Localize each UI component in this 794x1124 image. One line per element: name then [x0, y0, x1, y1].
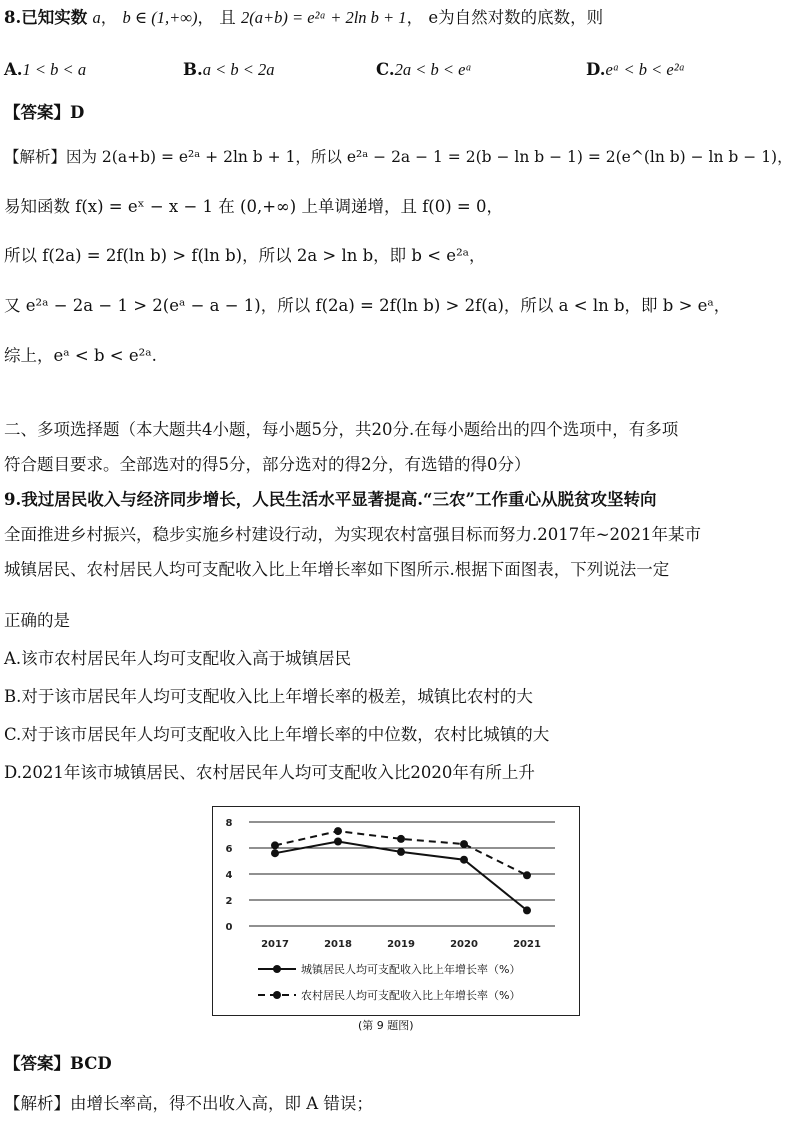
q8-stem-b-cond: b ∈ (1,+∞): [122, 8, 198, 27]
q8-analysis-line-1: 【解析】因为 2(a+b) = e²ᵃ + 2ln b + 1，所以 e²ᵃ − 2a − 1 = 2(b − ln b − 1) = 2(e^(ln b) − ln b − 1)，: [4, 148, 793, 166]
x-tick-label: 2019: [387, 939, 415, 950]
data-point-series-2: [523, 871, 531, 879]
q8-stem-a: a: [92, 8, 101, 27]
data-point-series-1: [397, 848, 405, 856]
y-tick-label: 0: [225, 922, 233, 933]
x-tick-label: 2017: [261, 939, 289, 950]
q8-option-a-label: A.: [4, 60, 23, 79]
q8-stem-prefix: 8.已知实数: [4, 8, 88, 27]
q8-stem-suffix: e为自然对数的底数，则: [428, 8, 604, 27]
q8-option-b-label: B.: [183, 60, 203, 79]
q8-option-b-text: a < b < 2a: [202, 60, 275, 79]
section2-heading-line-1: 二、多项选择题（本大题共4小题，每小题5分，共20分.在每小题给出的四个选项中，有多项: [4, 420, 679, 439]
x-tick-label: 2018: [324, 939, 352, 950]
q8-analysis-line-2: 易知函数 f(x) = eˣ − x − 1 在 (0,+∞) 上单调递增，且 f(0) = 0，: [4, 197, 503, 216]
q9-option-a: A.该市农村居民年人均可支配收入高于城镇居民: [4, 649, 352, 668]
q9-stem-line-1: 9.我过居民收入与经济同步增长，人民生活水平显著提高.“三农”工作重心从脱贫攻坚转向: [4, 490, 657, 509]
q8-stem: 8.已知实数 a， b ∈ (1,+∞)， 且 2(a+b) = e²ᵃ + 2ln b + 1， e为自然对数的底数，则: [4, 8, 604, 27]
q9-option-c: C.对于该市居民年人均可支配收入比上年增长率的中位数，农村比城镇的大: [4, 725, 550, 744]
q8-option-b: [183, 58, 274, 82]
q8-option-a: [4, 58, 86, 82]
growth-rate-chart-svg: [213, 807, 579, 1015]
data-point-series-2: [271, 841, 279, 849]
legend-marker-2: [273, 991, 281, 999]
q8-option-c-label: C.: [376, 60, 395, 79]
data-point-series-2: [460, 840, 468, 848]
q8-option-a-text: 1 < b < a: [22, 60, 87, 79]
q9-option-b: B.对于该市居民年人均可支配收入比上年增长率的极差，城镇比农村的大: [4, 687, 533, 706]
q8-analysis-line-4: 又 e²ᵃ − 2a − 1 > 2(eᵃ − a − 1)，所以 f(2a) = 2f(ln b) > 2f(a)，所以 a < ln b，即 b > eᵃ，: [4, 296, 731, 315]
x-tick-label: 2020: [450, 939, 478, 950]
q8-analysis-line-5: 综上，eᵃ < b < e²ᵃ.: [4, 346, 157, 365]
legend-label-2: 农村居民人均可支配收入比上年增长率（%）: [301, 989, 521, 1002]
chart-caption: (第 9 题图): [358, 1019, 414, 1032]
q8-answer: 【答案】D: [4, 103, 85, 122]
data-point-series-1: [271, 849, 279, 857]
data-point-series-1: [460, 856, 468, 864]
q9-stem-line-2: 全面推进乡村振兴，稳步实施乡村建设行动，为实现农村富强目标而努力.2017年~2021年某市: [4, 525, 702, 544]
data-point-series-1: [523, 906, 531, 914]
q8-option-c: [376, 58, 472, 82]
q9-option-d: D.2021年该市城镇居民、农村居民年人均可支配收入比2020年有所上升: [4, 763, 535, 782]
q8-option-c-text: 2a < b < eᵃ: [394, 60, 473, 79]
y-tick-label: 6: [225, 844, 233, 855]
y-tick-label: 8: [225, 818, 233, 829]
q8-option-d: [586, 58, 685, 82]
data-point-series-1: [334, 838, 342, 846]
y-tick-label: 2: [225, 896, 233, 907]
q9-stem-line-4: 正确的是: [4, 611, 70, 630]
legend-marker-1: [273, 965, 281, 973]
q9-stem-line-3: 城镇居民、农村居民人均可支配收入比上年增长率如下图所示.根据下面图表，下列说法一定: [4, 560, 670, 579]
x-tick-label: 2021: [513, 939, 541, 950]
q8-analysis-line-3: 所以 f(2a) = 2f(ln b) > f(ln b)，所以 2a > ln b，即 b < e²ᵃ，: [4, 246, 486, 265]
y-tick-label: 4: [225, 870, 233, 881]
q8-stem-eq-prefix: 且: [219, 8, 236, 27]
growth-rate-chart: [212, 806, 580, 1016]
q8-option-d-text: eᵃ < b < e²ᵃ: [605, 60, 686, 79]
q8-stem-equation: 2(a+b) = e²ᵃ + 2ln b + 1: [240, 8, 407, 27]
q9-analysis: 【解析】由增长率高，得不出收入高，即 A 错误；: [4, 1094, 373, 1113]
legend-label-1: 城镇居民人均可支配收入比上年增长率（%）: [301, 963, 521, 976]
q9-answer: 【答案】BCD: [4, 1054, 112, 1073]
data-point-series-2: [397, 835, 405, 843]
data-point-series-2: [334, 827, 342, 835]
q8-option-d-label: D.: [586, 60, 606, 79]
section2-heading-line-2: 符合题目要求。全部选对的得5分，部分选对的得2分，有选错的得0分）: [4, 455, 531, 474]
